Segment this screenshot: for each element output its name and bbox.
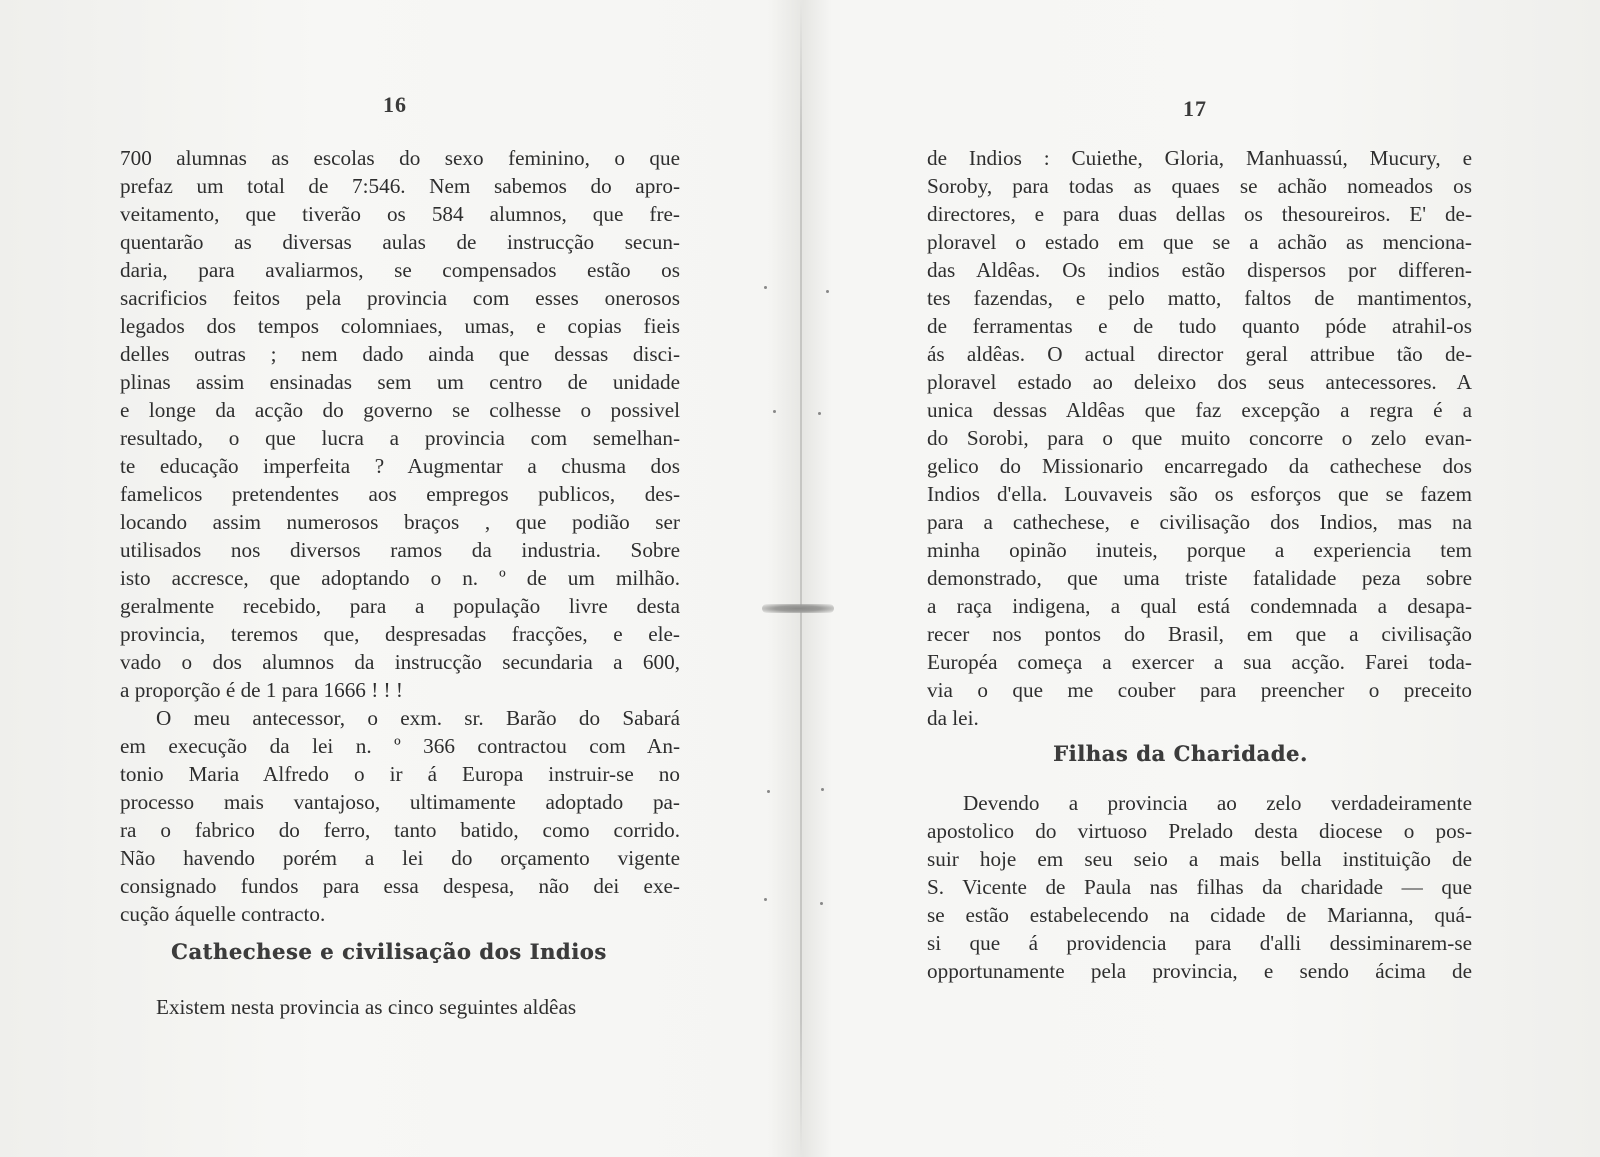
text-line: te educação imperfeita ? Augmentar a chusma dos [120, 454, 680, 478]
text-line: utilisados nos diversos ramos da industria. Sobre [120, 538, 680, 562]
text-line: locando assim numerosos braços , que podião ser [120, 510, 680, 534]
text-line: para a cathechese, e civilisação dos Indios, mas na [927, 510, 1472, 534]
text-line: gelico do Missionario encarregado da cathechese dos [927, 454, 1472, 478]
text-line: Devendo a provincia ao zelo verdadeiramente [963, 791, 1472, 815]
text-line: demonstrado, que uma triste fatalidade peza sobre [927, 566, 1472, 590]
text-line: plinas assim ensinadas sem um centro de unidade [120, 370, 680, 394]
text-line: processo mais vantajoso, ultimamente adoptado pa- [120, 790, 680, 814]
right-page [802, 0, 1600, 1157]
text-line: tes fazendas, e pelo matto, faltos de mantimentos, [927, 286, 1472, 310]
text-line: suir hoje em seu seio a mais bella instituição de [927, 847, 1472, 871]
text-line: se estão estabelecendo na cidade de Marianna, quá- [927, 903, 1472, 927]
text-line: de Indios : Cuiethe, Gloria, Manhuassú, Mucury, e [927, 146, 1472, 170]
text-line: ra o fabrico do ferro, tanto batido, como corrido. [120, 818, 680, 842]
text-line: tonio Maria Alfredo o ir á Europa instruir-se no [120, 762, 680, 786]
text-line: ploravel estado ao deleixo dos seus antecessores. A [927, 370, 1472, 394]
text-line: sacrificios feitos pela provincia com esses onerosos [120, 286, 680, 310]
text-line: si que á providencia para d'alli dessiminarem-se [927, 931, 1472, 955]
text-line: S. Vicente de Paula nas filhas da charidade — que [927, 875, 1472, 899]
text-line: O meu antecessor, o exm. sr. Barão do Sabará [156, 706, 680, 730]
text-line: recer nos pontos do Brasil, em que a civilisação [927, 622, 1472, 646]
text-line: vado o dos alumnos da instrucção secundaria a 600, [120, 650, 680, 674]
text-line: directores, e para duas dellas os thesoureiros. E' de- [927, 202, 1472, 226]
text-line: ás aldêas. O actual director geral attribue tão de- [927, 342, 1472, 366]
text-line: de ferramentas e de tudo quanto póde atrahil-os [927, 314, 1472, 338]
text-line: via o que me couber para preencher o preceito [927, 678, 1472, 702]
text-line: legados dos tempos colomniaes, umas, e copias fieis [120, 314, 680, 338]
page-number: 17 [1183, 96, 1207, 121]
section-heading: Cathechese e civilisação dos Indios [171, 939, 607, 964]
text-line: Indios d'ella. Louvaveis são os esforços que se fazem [927, 482, 1472, 506]
text-line: veitamento, que tiverão os 584 alumnos, que fre- [120, 202, 680, 226]
text-line: e longe da acção do governo se colhesse o possivel [120, 398, 680, 422]
body-text [927, 144, 1472, 732]
text-line: delles outras ; nem dado ainda que dessas disci- [120, 342, 680, 366]
section-heading: Filhas da Charidade. [1053, 741, 1308, 766]
text-line: em execução da lei n. º 366 contractou com An- [120, 734, 680, 758]
text-line: Não havendo porém a lei do orçamento vigente [120, 846, 680, 870]
text-line: geralmente recebido, para a população livre desta [120, 594, 680, 618]
text-line: isto accresce, que adoptando o n. º de um milhão. [120, 566, 680, 590]
text-line: provincia, teremos que, despresadas fracções, e ele- [120, 622, 680, 646]
text-line: apostolico do virtuoso Prelado desta diocese o pos- [927, 819, 1472, 843]
text-line: das Aldêas. Os indios estão dispersos por differen- [927, 258, 1472, 282]
text-line: cução áquelle contracto. [120, 902, 326, 926]
text-line: famelicos pretendentes aos empregos publicos, des- [120, 482, 680, 506]
text-line: da lei. [927, 706, 979, 730]
text-line: Européa começa a exercer a sua acção. Farei toda- [927, 650, 1472, 674]
text-line: resultado, o que lucra a provincia com semelhan- [120, 426, 680, 450]
text-line: do Sorobi, para o que muito concorre o zelo evan- [927, 426, 1472, 450]
text-line: a proporção é de 1 para 1666 ! ! ! [120, 678, 403, 702]
text-line: unica dessas Aldêas que faz excepção a regra é a [927, 398, 1472, 422]
text-line: consignado fundos para essa despesa, não dei exe- [120, 874, 680, 898]
text-line: 700 alumnas as escolas do sexo feminino, o que [120, 146, 680, 170]
text-line: ploravel o estado em que se a achão as menciona- [927, 230, 1472, 254]
text-line: opportunamente pela provincia, e sendo ácima de [927, 959, 1472, 983]
body-text [927, 789, 1472, 985]
body-text [120, 993, 680, 1021]
text-line: quentarão as diversas aulas de instrucção secun- [120, 230, 680, 254]
text-line: a raça indigena, a qual está condemnada a desapa- [927, 594, 1472, 618]
page-number: 16 [383, 92, 407, 117]
text-line: minha opinão inuteis, porque a experiencia tem [927, 538, 1472, 562]
text-line: Existem nesta provincia as cinco seguintes aldêas [156, 995, 577, 1019]
text-line: daria, para avaliarmos, se compensados estão os [120, 258, 680, 282]
body-text [120, 144, 680, 928]
text-line: prefaz um total de 7:546. Nem sabemos do apro- [120, 174, 680, 198]
text-line: Soroby, para todas as quaes se achão nomeados os [927, 174, 1472, 198]
